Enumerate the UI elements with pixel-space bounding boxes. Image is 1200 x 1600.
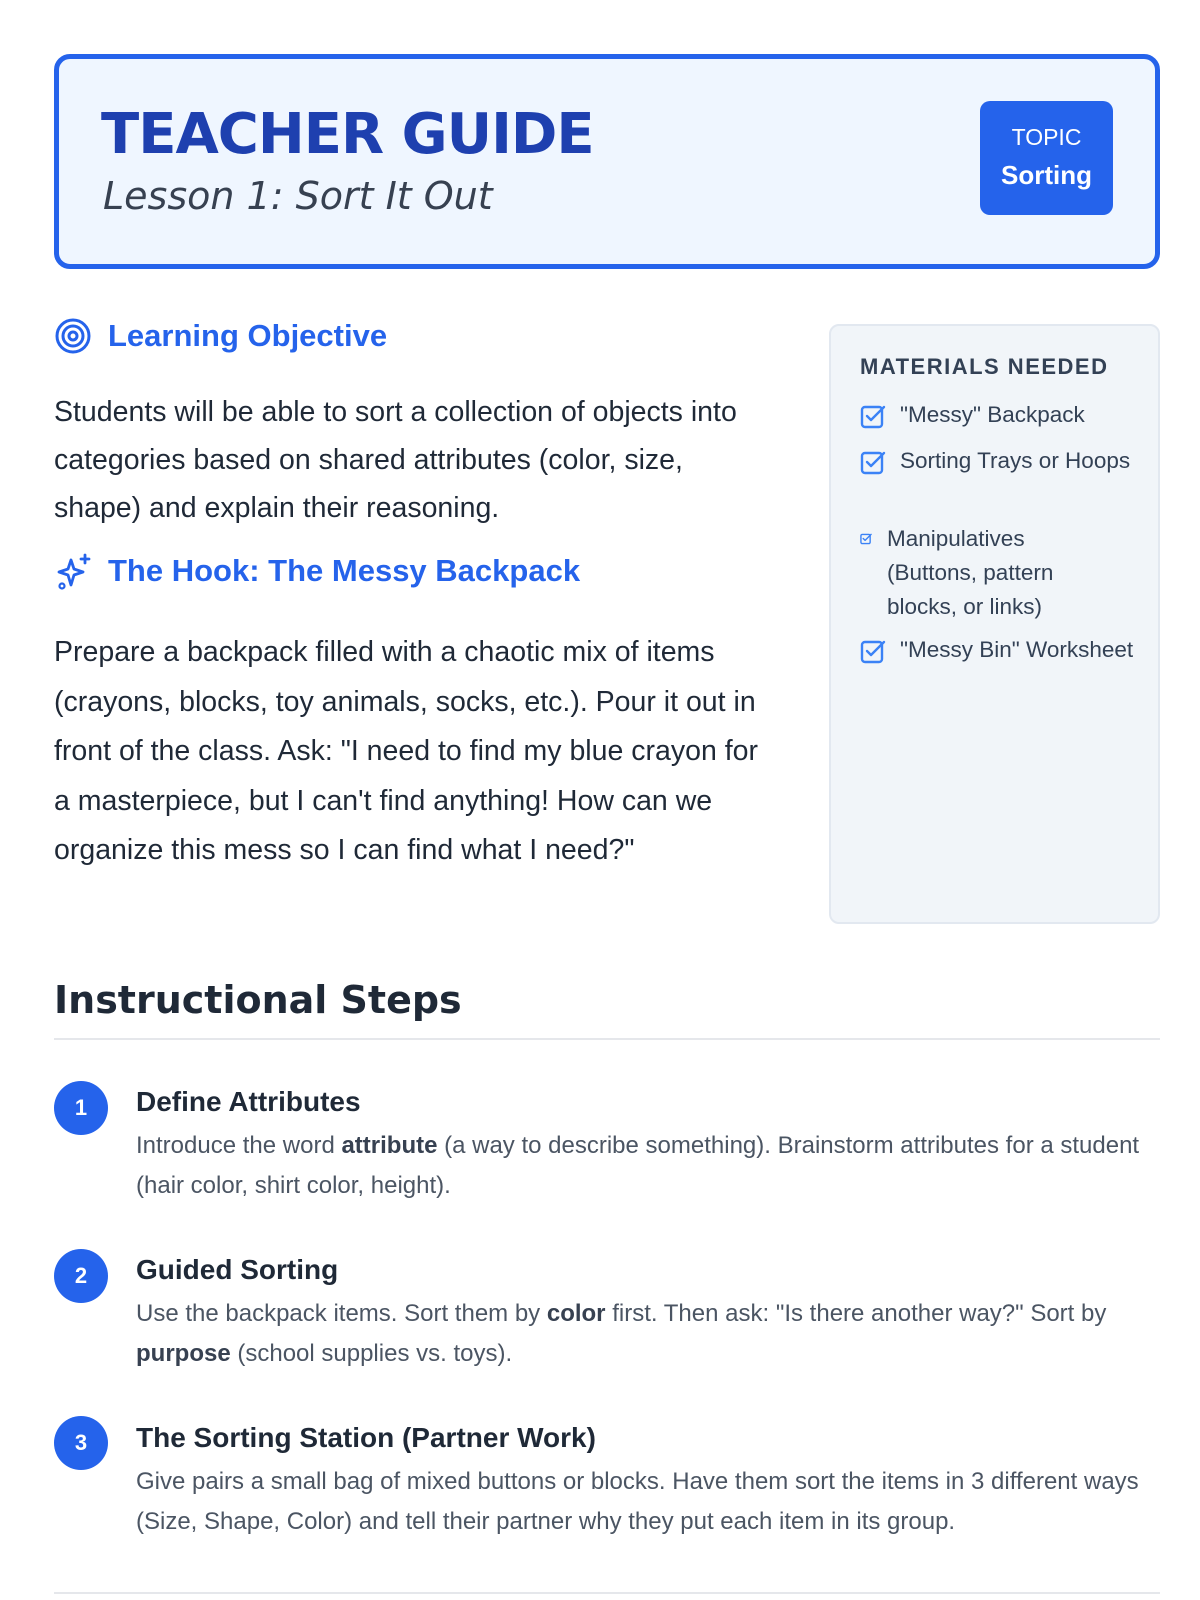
page-title: TEACHER GUIDE bbox=[101, 102, 594, 167]
lesson-subtitle: Lesson 1: Sort It Out bbox=[103, 174, 493, 218]
steps-title: Instructional Steps bbox=[54, 978, 462, 1022]
step-description: Introduce the word attribute (a way to describe something). Brainstorm attributes for a student (hair color, shirt color, height). bbox=[136, 1132, 1140, 1199]
material-label: "Messy Bin" Worksheet bbox=[900, 637, 1134, 662]
step-title: The Sorting Station (Partner Work) bbox=[136, 1422, 596, 1453]
step-number-badge: 2 bbox=[54, 1249, 108, 1303]
hook-heading-text: The Hook: The Messy Backpack bbox=[108, 553, 581, 588]
step-description: Give pairs a small bag of mixed buttons or blocks. Have them sort the items in 3 different ways (Size, Shape, Color) and tell their partner why they put each item in its group. bbox=[136, 1468, 1139, 1535]
topic-value: Sorting bbox=[1001, 160, 1092, 190]
objective-heading-text: Learning Objective bbox=[108, 318, 388, 353]
step-title: Define Attributes bbox=[136, 1086, 361, 1117]
materials-title: MATERIALS NEEDED bbox=[860, 354, 1109, 379]
material-label: Sorting Trays or Hoops bbox=[900, 448, 1131, 473]
target-icon bbox=[54, 317, 92, 355]
section-divider bbox=[54, 1038, 1160, 1040]
hook-text: Prepare a backpack filled with a chaotic mix of items (crayons, blocks, toy animals, socks, etc.). Pour it out in front of the class. Ask: "I need to find my blue crayon for a masterpiece, but I can't find anything! How can we organize this mess so I can find what I need?" bbox=[54, 636, 758, 866]
bottom-divider bbox=[54, 1592, 1160, 1594]
sparkles-icon bbox=[54, 552, 94, 592]
objective-text: Students will be able to sort a collection of objects into categories based on shared attributes (color, size, shape) and explain their reasoning. bbox=[54, 396, 737, 524]
material-label: Manipulatives (Buttons, pattern blocks, or links) bbox=[887, 526, 1054, 619]
step-number-badge: 1 bbox=[54, 1081, 108, 1135]
materials-panel bbox=[829, 324, 1160, 924]
step-description: Use the backpack items. Sort them by color first. Then ask: "Is there another way?" Sort by purpose (school supplies vs. toys). bbox=[136, 1300, 1107, 1367]
check-square-icon bbox=[860, 639, 886, 665]
topic-label: TOPIC bbox=[1011, 124, 1082, 150]
step-title: Guided Sorting bbox=[136, 1254, 339, 1285]
step-number-badge: 3 bbox=[54, 1416, 108, 1470]
material-label: "Messy" Backpack bbox=[900, 402, 1085, 427]
check-square-icon bbox=[860, 533, 872, 545]
topic-badge bbox=[980, 101, 1113, 215]
check-square-icon bbox=[860, 404, 886, 430]
check-square-icon bbox=[860, 450, 886, 476]
guide-header bbox=[54, 54, 1160, 269]
